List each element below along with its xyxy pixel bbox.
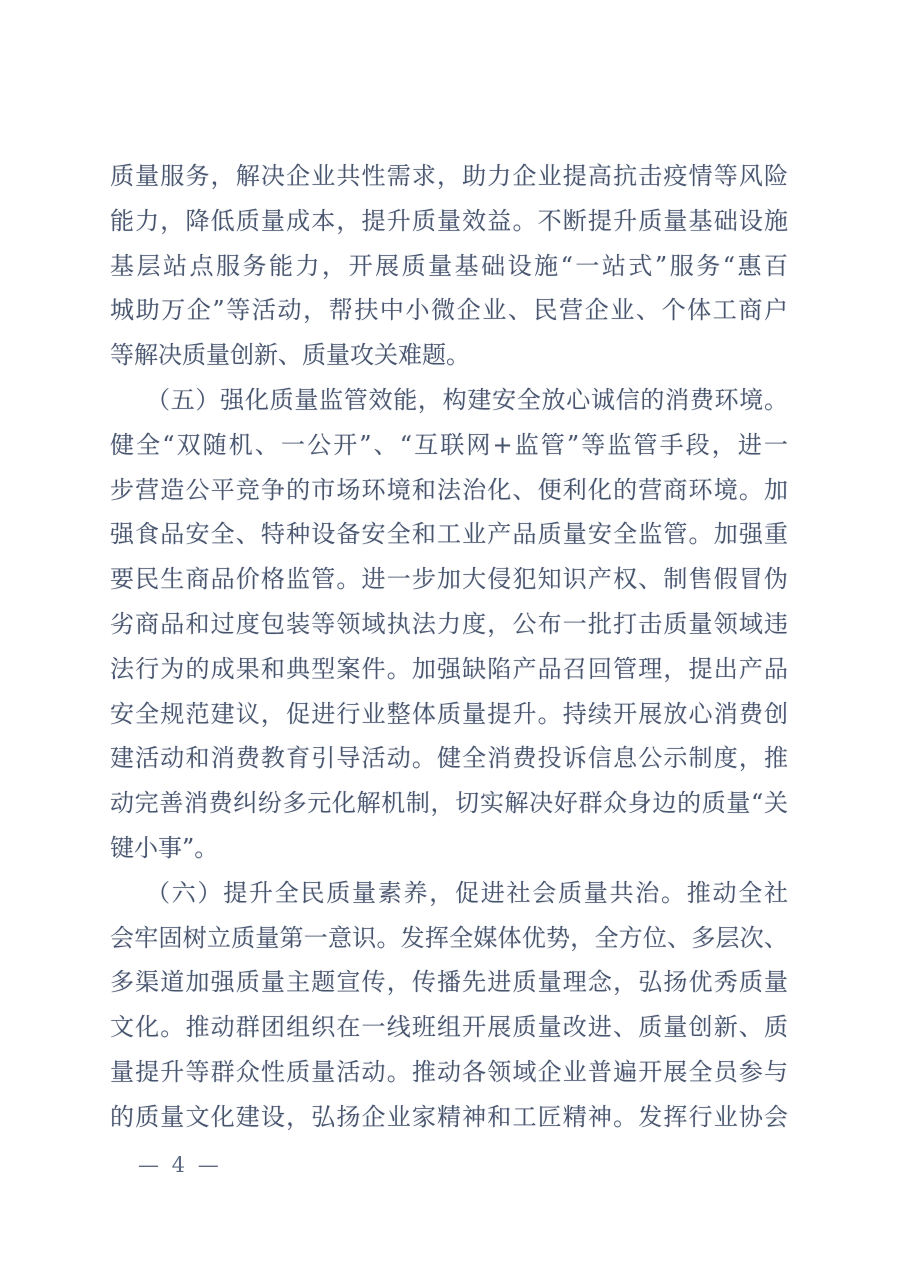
text-line: 文化。推动群团组织在一线班组开展质量改进、质量创新、质 <box>110 1013 788 1042</box>
paragraph <box>110 871 788 1140</box>
text-line: （六）提升全民质量素养，促进社会质量共治。推动全社 <box>146 878 788 907</box>
text-line: 的质量文化建设，弘扬企业家精神和工匠精神。发挥行业协会 <box>110 1102 788 1131</box>
text-line: 劣商品和过度包装等领域执法力度，公布一批打击质量领域违 <box>110 609 788 638</box>
text-line: 强食品安全、特种设备安全和工业产品质量安全监管。加强重 <box>110 520 788 549</box>
document-body <box>110 154 788 1140</box>
text-line: 能力，降低质量成本，提升质量效益。不断提升质量基础设施 <box>110 206 788 235</box>
text-line: 要民生商品价格监管。进一步加大侵犯知识产权、制售假冒伪 <box>110 565 788 594</box>
text-line: 质量服务，解决企业共性需求，助力企业提高抗击疫情等风险 <box>110 162 788 190</box>
text-line: （五）强化质量监管效能，构建安全放心诚信的消费环境。 <box>146 385 788 414</box>
text-line: 等解决质量创新、质量攻关难题。 <box>110 341 470 370</box>
page-number: — 4 — <box>138 1153 222 1177</box>
text-line: 健全“双随机、一公开”、“互联网+监管”等监管手段，进一 <box>110 430 788 459</box>
text-line: 城助万企”等活动，帮扶中小微企业、民营企业、个体工商户 <box>110 296 788 325</box>
text-line: 会牢固树立质量第一意识。发挥全媒体优势，全方位、多层次、 <box>110 923 788 952</box>
text-line: 建活动和消费教育引导活动。健全消费投诉信息公示制度，推 <box>110 744 788 773</box>
text-line: 键小事”。 <box>110 833 219 862</box>
text-line: 量提升等群众性质量活动。推动各领域企业普遍开展全员参与 <box>110 1057 788 1086</box>
text-line: 步营造公平竞争的市场环境和法治化、便利化的营商环境。加 <box>110 475 788 504</box>
paragraph <box>110 378 788 871</box>
text-line: 法行为的成果和典型案件。加强缺陷产品召回管理，提出产品 <box>110 654 788 683</box>
text-line: 安全规范建议，促进行业整体质量提升。持续开展放心消费创 <box>110 699 788 728</box>
text-line: 基层站点服务能力，开展质量基础设施“一站式”服务“惠百 <box>110 251 788 280</box>
paragraph <box>110 154 788 378</box>
text-line: 多渠道加强质量主题宣传，传播先进质量理念，弘扬优秀质量 <box>110 968 788 997</box>
text-line: 动完善消费纠纷多元化解机制，切实解决好群众身边的质量“关 <box>110 789 788 818</box>
